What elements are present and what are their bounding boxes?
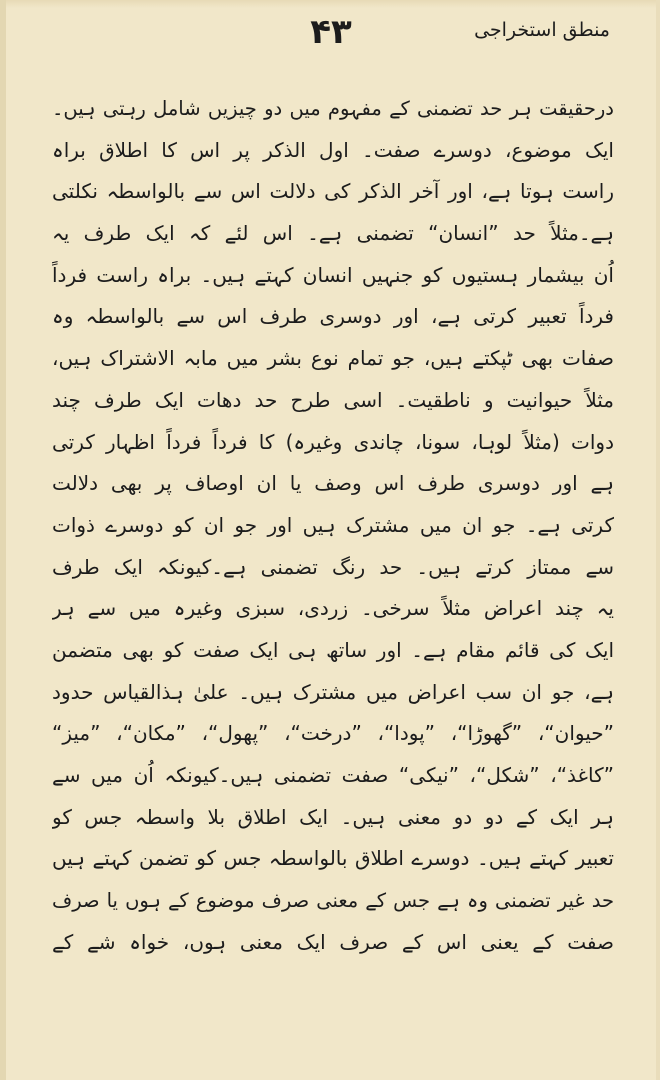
text-line: یہ چند اعراض مثلاً سرخی۔ زردی، سبزی وغیرہ میں سے ہر — [52, 596, 614, 621]
text-line: ہے۔مثلاً حد ”انسان“ تضمنی ہے۔ اس لئے کہ ایک طرف یہ — [52, 221, 614, 246]
text-line: ہے، جو ان سب اعراض میں مشترک ہیں۔ علیٰ ہذالقیاس حدود — [52, 679, 614, 704]
text-line: راست ہوتا ہے، اور آخر الذکر کی دلالت اس سے بالواسطہ نکلتی — [52, 179, 614, 204]
page-edge-shading — [6, 0, 656, 8]
text-line: مثلاً حیوانیت و ناطقیت۔ اسی طرح حد دھات ایک طرف چند — [52, 387, 614, 412]
text-line: کرتی ہے۔ جو ان میں مشترک ہیں اور جو ان کو دوسرے ذوات — [52, 512, 614, 537]
text-line: سے ممتاز کرتے ہیں۔ حد رنگ تضمنی ہے۔کیونکہ ایک طرف — [52, 554, 614, 579]
page-number: ۴۳ — [310, 12, 352, 52]
text-line: صفات بھی ٹپکتے ہیں، جو تمام نوع بشر میں مابہ الاشتراک ہیں، — [52, 346, 614, 371]
running-header — [52, 10, 610, 60]
text-line: ہر ایک کے دو دو معنی ہیں۔ ایک اطلاق بلا واسطہ جس کو — [52, 804, 614, 829]
text-line: اُن بیشمار ہستیوں کو جنہیں انسان کہتے ہیں۔ براہ راست فرداً — [52, 262, 614, 287]
text-line: دوات (مثلاً لوہا، سونا، چاندی وغیرہ) کا فرداً فرداً اظہار کرتی — [52, 429, 614, 454]
text-line: ایک موضوع، دوسرے صفت۔ اول الذکر پر اس کا اطلاق براہ — [52, 137, 614, 162]
text-line: ایک کی قائم مقام ہے۔ اور ساتھ ہی ایک صفت کو بھی متضمن — [52, 637, 614, 662]
text-line: تعبیر کہتے ہیں۔ دوسرے اطلاق بالواسطہ جس کو تضمن کہتے ہیں — [52, 846, 614, 871]
running-title: منطق استخراجی — [474, 19, 610, 41]
text-line: صفت کے یعنی اس کے صرف ایک معنی ہوں، خواہ شے کے — [52, 929, 614, 954]
text-line: ”حیوان“، ”گھوڑا“، ”پودا“، ”درخت“، ”پھول“، ”مکان“، ”میز“ — [52, 721, 614, 746]
text-line: ”کاغذ“، ”شکل“، ”نیکی“ صفت تضمنی ہیں۔کیونکہ اُن میں سے — [52, 763, 614, 787]
page-text — [52, 88, 614, 963]
text-line: درحقیقت ہر حد تضمنی کے مفہوم میں دو چیزیں شامل رہتی ہیں۔ — [52, 97, 614, 120]
text-line: فرداً تعبیر کرتی ہے، اور دوسری طرف اس سے بالواسطہ وہ — [52, 304, 614, 329]
text-line: حد غیر تضمنی وہ ہے جس کے معنی صرف موضوع کے ہوں یا صرف — [52, 889, 614, 913]
text-line: ہے اور دوسری طرف اس وصف یا ان اوصاف پر بھی دلالت — [52, 471, 614, 496]
